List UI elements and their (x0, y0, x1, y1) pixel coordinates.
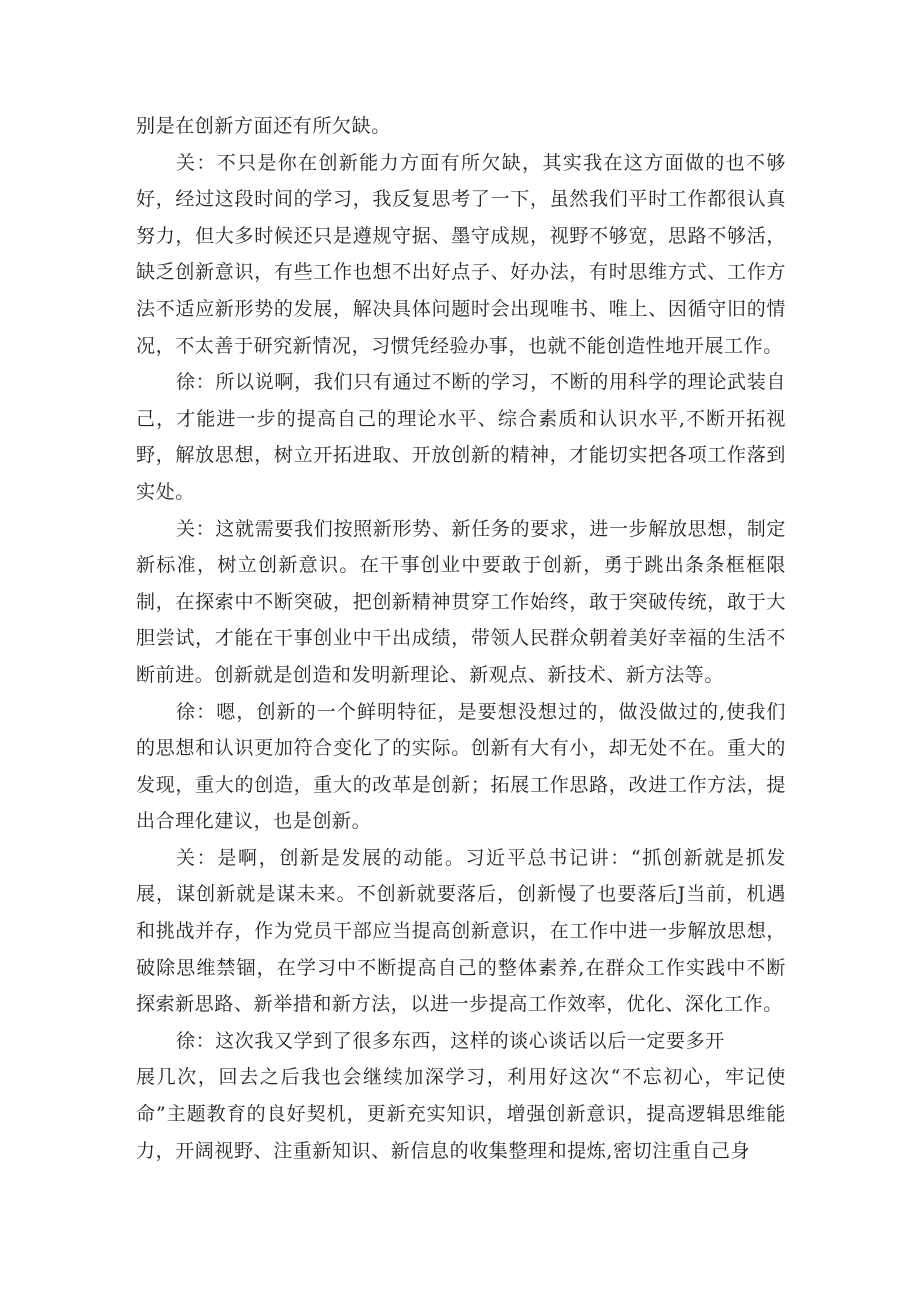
paragraph-xu-2: 徐：嗯，创新的一个鲜明特征，是要想没想过的，做没做过的,使我们的思想和认识更加符合变化了的实际。创新有大有小，却无处不在。重大的发现，重大的创造，重大的改革是创新；拓展工作思路，改进工作方法，提出合理化建议，也是创新。 (136, 700, 786, 833)
paragraph-guan-2: 关：这就需要我们按照新形势、新任务的要求，进一步解放思想，制定新标准，树立创新意识。在干事创业中要敢于创新，勇于跳出条条框框限制，在探索中不断突破，把创新精神贯穿工作始终，敢于突破传统，敢于大胆尝试，才能在干事创业中干出成绩，带领人民群众朝着美好幸福的生活不断前进。创新就是创造和发明新理论、新观点、新技术、新方法等。 (136, 517, 786, 686)
paragraph-xu-3-continuation: 展几次，回去之后我也会继续加深学习，利用好这次“不忘初心，牢记使命”主题教育的良好契机，更新充实知识，增强创新意识，提高逻辑思维能力，开阔视野、注重新知识、新信息的收集整理和提炼,密切注重自己身 (136, 1066, 786, 1162)
document-body (136, 108, 786, 1169)
paragraph-guan-3: 关：是啊，创新是发展的动能。习近平总书记讲：“抓创新就是抓发展，谋创新就是谋未来。不创新就要落后，创新慢了也要落后J当前，机遇和挑战并存，作为党员干部应当提高创新意识，在工作中进一步解放思想，破除思维禁锢，在学习中不断提高自己的整体素养,在群众工作实践中不断探索新思路、新举措和新方法，以进一步提高工作效率，优化、深化工作。 (136, 846, 786, 1016)
paragraph-xu-3: 徐：这次我又学到了很多东西，这样的谈心谈话以后一定要多开 (176, 1029, 725, 1052)
paragraph-xu-1: 徐：所以说啊，我们只有通过不断的学习，不断的用科学的理论武装自己，才能进一步的提高自己的理论水平、综合素质和认识水平,不断开拓视野，解放思想，树立开拓进取、开放创新的精神，才能切实把各项工作落到实处。 (136, 371, 786, 503)
paragraph-guan-1: 关：不只是你在创新能力方面有所欠缺，其实我在这方面做的也不够好，经过这段时间的学习，我反复思考了一下，虽然我们平时工作都很认真努力，但大多时候还只是遵规守据、墨守成规，视野不够宽，思路不够活，缺乏创新意识，有些工作也想不出好点子、好办法，有时思维方式、工作方法不适应新形势的发展，解决具体问题时会出现唯书、唯上、因循守旧的情况，不太善于研究新情况，习惯凭经验办事，也就不能创造性地开展工作。 (136, 151, 786, 357)
paragraph-continuation: 别是在创新方面还有所欠缺。 (136, 115, 391, 137)
